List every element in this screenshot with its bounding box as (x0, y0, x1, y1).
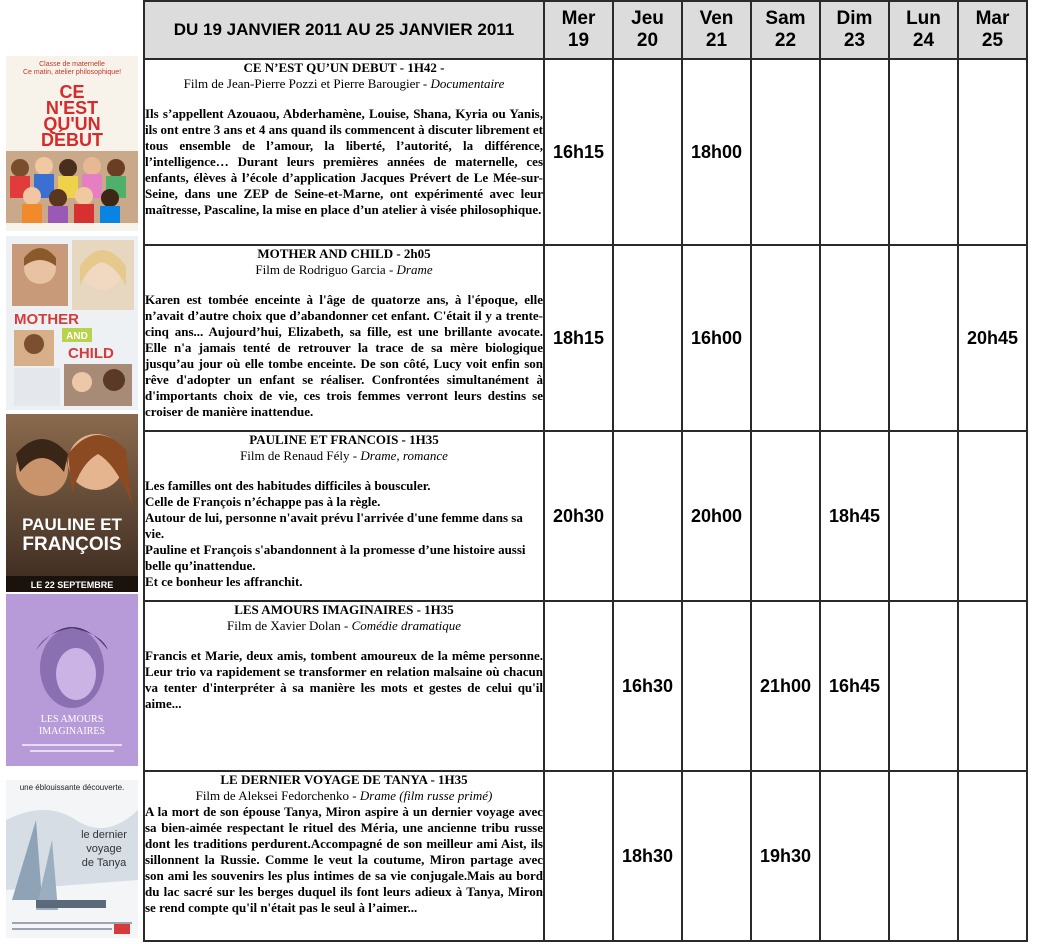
showtime-lun (889, 59, 958, 245)
poster-5-title-line3: de Tanya (81, 857, 127, 869)
film-row (144, 771, 1027, 941)
showtime-lun (889, 245, 958, 431)
day-header-mer (544, 1, 613, 59)
poster-2-title-and: AND (66, 331, 88, 342)
showtime-jeu (613, 245, 682, 431)
film-info (144, 59, 544, 245)
day-number: 21 (705, 30, 728, 51)
poster-2-title-mother: MOTHER (14, 311, 79, 328)
film-title: PAULINE ET FRANCOIS - 1H35 (249, 432, 439, 447)
showtime-sam (751, 245, 820, 431)
film-synopsis: A la mort de son épouse Tanya, Miron aspire à un dernier voyage avec sa bien-aimée respectant le rituel des Méria, une ancienne tribu russe dont les traditions perdurent.Accompagné de son meilleur ami Aist, ils sillonnent la Russie. Comme le veut la coutume, Miron partage avec son ami les souvenirs les plus intimes de sa vie conjugale.Mais au bord du lac sacré sur les berges duquel ils font leurs adieux à Tanya, Miron se rend compte qu'il n'était pas le seul à l’aimer... (145, 804, 543, 915)
poster-les-amours-imaginaires (6, 594, 138, 766)
day-name: Ven (699, 8, 734, 29)
poster-5-tagline: une éblouissante découverte. (19, 783, 125, 792)
showtime-mer: 20h30 (544, 431, 613, 601)
day-header-ven (682, 1, 751, 59)
film-director: Film de Jean-Pierre Pozzi et Pierre Barougier - (183, 76, 431, 91)
poster-1-children-photo (6, 151, 138, 223)
day-name: Jeu (631, 8, 664, 29)
showtime-sam (751, 59, 820, 245)
showtime-jeu: 16h30 (613, 601, 682, 771)
film-credits (145, 788, 543, 804)
showtime-dim: 16h45 (820, 601, 889, 771)
showtime-mar (958, 771, 1027, 941)
film-synopsis: Francis et Marie, deux amis, tombent amoureux de la même personne. Leur trio va rapidement se transformer en relation malsaine où chacun va tenter d'interpréter à sa manière les mots et gestes de celui qu'il aime... (145, 648, 543, 711)
film-title: CE N’EST QU’UN DEBUT - 1H42 - (243, 60, 445, 75)
showtime-dim: 18h45 (820, 431, 889, 601)
showtime-dim (820, 771, 889, 941)
showtime-mer: 18h15 (544, 245, 613, 431)
poster-5-title-line1: le dernier (81, 829, 127, 841)
day-number: 24 (912, 30, 935, 51)
film-director: Film de Xavier Dolan - (227, 618, 352, 633)
film-row (144, 59, 1027, 245)
film-credits (145, 618, 543, 634)
showtime-jeu (613, 431, 682, 601)
day-name: Sam (765, 8, 806, 29)
showtime-mer: 16h15 (544, 59, 613, 245)
poster-mother-and-child (6, 236, 138, 410)
film-row (144, 245, 1027, 431)
poster-1-tagline-line2: Ce matin, atelier philosophique! (22, 69, 122, 76)
film-info (144, 431, 544, 601)
header-row (144, 1, 1027, 59)
film-genre: Documentaire (430, 76, 505, 91)
showtime-dim (820, 245, 889, 431)
day-header-mar (958, 1, 1027, 59)
period-header: DU 19 JANVIER 2011 AU 25 JANVIER 2011 (144, 1, 544, 59)
showtime-ven (682, 601, 751, 771)
poster-4-art (6, 594, 138, 766)
showtime-ven (682, 771, 751, 941)
film-credits (145, 262, 543, 278)
poster-3-title-line1: PAULINE ET (22, 515, 122, 534)
film-genre: Drame (396, 262, 433, 277)
film-title: LE DERNIER VOYAGE DE TANYA - 1H35 (220, 772, 468, 787)
film-title: LES AMOURS IMAGINAIRES - 1H35 (234, 602, 454, 617)
showtime-lun (889, 601, 958, 771)
poster-2-art (6, 236, 138, 410)
showtime-mar (958, 601, 1027, 771)
poster-4-title-line1: LES AMOURS (40, 714, 104, 725)
poster-3-art (6, 414, 138, 592)
film-director: Film de Aleksei Fedorchenko - (195, 788, 360, 803)
showtime-sam: 19h30 (751, 771, 820, 941)
poster-5-title-line2: voyage (86, 843, 122, 855)
film-synopsis: Les familles ont des habitudes difficiles à bousculer. Celle de François n’échappe pas à la règle. Autour de lui, personne n'avait prévu l'arrivée d'une femme dans sa vie. Pauline et François s'abandonnent à la promesse d’une histoire aussi belle qu’inattendue. Et ce bonheur les affranchit. (145, 478, 526, 589)
film-info (144, 245, 544, 431)
poster-4-title-line2: IMAGINAIRES (38, 726, 106, 737)
day-header-jeu (613, 1, 682, 59)
showtime-lun (889, 431, 958, 601)
day-number: 19 (567, 30, 590, 51)
poster-1-art (6, 56, 138, 231)
film-synopsis: Ils s’appellent Azouaou, Abderhamène, Louise, Shana, Kyria ou Yanis, ils ont entre 3 ans et 4 ans quand ils commencent à discuter librement et tous ensemble de l’amour, la liberté, l’autorité, la différence, l’intelligence… Durant leurs premières années de maternelle, ces enfants, élèves à l’école d’application Jacques Prévert de Le Mée-sur- Seine, dans une ZEP de Seine-et-Marne, ont expérimenté avec leur maîtresse, Pascaline, la mise en place d’un atelier à visée philosophique. (145, 106, 543, 217)
film-row (144, 431, 1027, 601)
day-number: 20 (636, 30, 659, 51)
film-row (144, 601, 1027, 771)
showtime-mer (544, 601, 613, 771)
showtime-lun (889, 771, 958, 941)
showtime-dim (820, 59, 889, 245)
poster-1-title-line1: CE (59, 82, 85, 102)
day-name: Mar (975, 8, 1010, 29)
film-synopsis: Karen est tombée enceinte à l'âge de quatorze ans, à l'époque, elle n’avait d’autre choix que d’abandonner cet enfant. C'était il y a trente-cinq ans... Aujourd’hui, Elizabeth, sa fille, est une brillante avocate. Elle n'a jamais tenté de retrouver la trace de sa mère biologique jusqu’au jour où elle tombe enceinte. De son côté, Lucy voit enfin son rêve d'adopter un enfant se réaliser. Confrontées simultanément à d'importants choix de vie, ces trois femmes verront leurs destins se croiser de manière inattendue. (145, 292, 543, 419)
showtime-mar (958, 431, 1027, 601)
film-credits (145, 76, 543, 92)
showtime-mar (958, 59, 1027, 245)
showtime-ven: 18h00 (682, 59, 751, 245)
day-number: 22 (774, 30, 797, 51)
day-number: 25 (981, 30, 1004, 51)
poster-5-art (6, 780, 138, 938)
film-director: Film de Rodriguo Garcia - (255, 262, 397, 277)
day-number: 23 (843, 30, 866, 51)
poster-2-title-child: CHILD (68, 345, 114, 362)
film-info (144, 771, 544, 941)
showtime-ven: 20h00 (682, 431, 751, 601)
poster-1-title-line2: N'EST (45, 98, 99, 118)
day-header-sam (751, 1, 820, 59)
showtime-sam: 21h00 (751, 601, 820, 771)
day-header-lun (889, 1, 958, 59)
poster-1-tagline-line1: Classe de maternelle (39, 61, 105, 68)
posters-column (0, 0, 143, 944)
poster-1-title-line4: DÉBUT (41, 130, 103, 150)
showtime-sam (751, 431, 820, 601)
showtime-mer (544, 771, 613, 941)
film-title: MOTHER AND CHILD - 2h05 (257, 246, 431, 261)
film-info (144, 601, 544, 771)
film-director: Film de Renaud Fély - (240, 448, 361, 463)
poster-le-dernier-voyage-de-tanya (6, 780, 138, 938)
poster-pauline-et-francois (6, 414, 138, 592)
day-name: Lun (906, 8, 941, 29)
schedule-table (143, 0, 1028, 942)
poster-3-release-date: LE 22 SEPTEMBRE (30, 580, 114, 590)
showtime-ven: 16h00 (682, 245, 751, 431)
film-genre: Comédie dramatique (351, 618, 461, 633)
showtime-mar: 20h45 (958, 245, 1027, 431)
showtime-jeu: 18h30 (613, 771, 682, 941)
film-genre: Drame (film russe primé) (359, 788, 493, 803)
film-credits (145, 448, 543, 464)
day-header-dim (820, 1, 889, 59)
poster-ce-nest-quun-debut (6, 56, 138, 231)
day-name: Dim (836, 8, 873, 29)
day-name: Mer (561, 8, 596, 29)
showtime-jeu (613, 59, 682, 245)
film-genre: Drame, romance (360, 448, 448, 463)
poster-3-title-line2: FRANÇOIS (22, 534, 122, 555)
poster-1-title-line3: QU'UN (43, 114, 101, 134)
